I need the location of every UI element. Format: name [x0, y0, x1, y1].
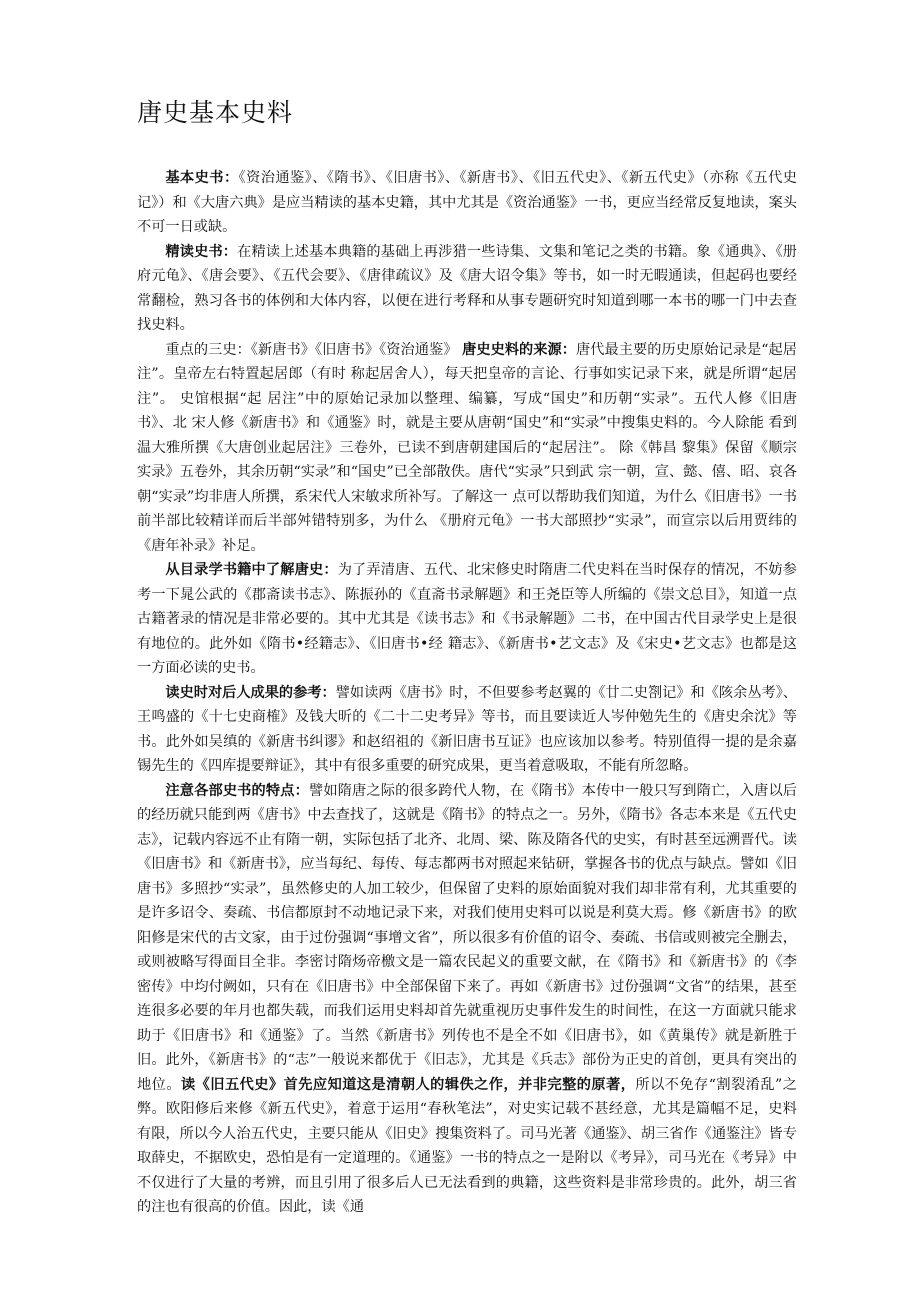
- paragraph-bibliography: [137, 558, 797, 681]
- paragraph-text: 唐代最主要的历史原始记录是“起居注”。皇帝左右特置起居郎（有时 称起居舍人），每天把皇帝的言论、行事如实记录下来，就是所谓“起居注”。 史馆根据“起 居注”中的原始记录加以整理、编纂，写成“国史”和历朝“实录”。五代人修《旧唐书》、北 宋人修《新唐书》和《通鉴》时，就是主要从唐朝“国史”和“实录”中搜集史料的。今人除能 看到温大雅所撰《大唐创业起居注》三卷外，已读不到唐朝建国后的“起居注”。 除《韩昌 黎集》保留《顺宗实录》五卷外，其余历朝“实录”和“国史”已全部散佚。唐代“实录”只到武 宗一朝，宣、懿、僖、昭、哀各朝“实录”均非唐人所撰，系宋代人宋敏求所补写。了解这一 点可以帮助我们知道，为什么《旧唐书》一书前半部比较精详而后半部舛错特别多，为什么 《册府元龟》一书大部照抄“实录”，而宣宗以后用贾纬的《唐年补录》补足。: [137, 341, 797, 554]
- paragraph-features: [137, 779, 797, 1220]
- document-body: [137, 166, 797, 1220]
- paragraph-heading: 唐史史料的来源：: [462, 341, 577, 358]
- page-title: 唐史基本史料: [137, 98, 294, 127]
- paragraph-heading: 精读史书：: [165, 243, 238, 260]
- paragraph-bold-tail: 读《旧五代史》首先应知道这是清朝人的辑佚之作，并非完整的原著，: [180, 1076, 636, 1093]
- paragraph-text: 譬如读两《唐书》时，不但要参考赵翼的《廿二史劄记》和《陔余丛考》、王鸣盛的《十七史商榷》及钱大昕的《二十二史考异》等书，而且要读近人岑仲勉先生的《唐史余沈》等书。此外如吴缜的《新唐书纠谬》和赵绍祖的《新旧唐书互证》也应该加以参考。特别值得一提的是余嘉锡先生的《四库提要辩证》，其中有很多重要的研究成果，更当着意吸取，不能有所忽略。: [137, 684, 797, 774]
- paragraph-basic-histories: [137, 166, 797, 240]
- paragraph-text: 在精读上述基本典籍的基础上再涉猎一些诗集、文集和笔记之类的书籍。象《通典》、《册府元龟》、《唐会要》、《五代会要》、《唐律疏议》及《唐大诏令集》等书，如一时无暇通读，但起码也要经常翻检，熟习各书的体例和大体内容，以便在进行考释和从事专题研究时知道到哪一本书的哪一门中去查找史料。: [137, 243, 797, 333]
- paragraph-heading: 读史时对后人成果的参考：: [165, 684, 336, 701]
- paragraph-sources: [137, 338, 797, 559]
- paragraph-text: 譬如隋唐之际的很多跨代人物，在《隋书》本传中一般只写到隋亡，入唐以后的经历就只能到两《唐书》中去查找了，这就是《隋书》的特点之一。另外，《隋书》各志本来是《五代史志》，记载内容远不止有隋一朝，实际包括了北齐、北周、梁、陈及隋各代的史实，有时甚至远溯晋代。读《旧唐书》和《新唐书》，应当每纪、每传、每志都两书对照起来钻研，掌握各书的优点与缺点。譬如《旧唐书》多照抄“实录”，虽然修史的人加工较少，但保留了史料的原始面貌对我们却非常有利，尤其重要的是许多诏令、奏疏、书信都原封不动地记录下来，对我们使用史料可以说是利莫大焉。修《新唐书》的欧阳修是宋代的古文家，由于过份强调“事增文省”，所以很多有价值的诏令、奏疏、书信或则被完全删去，或则被略写得面目全非。李密讨隋炀帝檄文是一篇农民起义的重要文献，在《隋书》和《新唐书》的《李密传》中均付阙如，只有在《旧唐书》中全部保留下来了。再如《新唐书》过份强调“文省”的结果，甚至连很多必要的年月也都失载，而我们运用史料却首先就重视历史事件发生的时间性，在这一方面就只能求助于《旧唐书》和《通鉴》了。当然《新唐书》列传也不是全不如《旧唐书》，如《黄巢传》就是新胜于旧。此外，《新唐书》的“志”一般说来都优于《旧志》，尤其是《兵志》部份为正史的首创，更具有突出的地位。: [137, 782, 797, 1093]
- paragraph-text: 为了弄清唐、五代、北宋修史时隋唐二代史料在当时保存的情况，不妨参考一下晁公武的《郡斋读书志》、陈振孙的《直斋书录解题》和王尧臣等人所编的《崇文总目》，知道一点古籍著录的情况是非常必要的。其中尤其是《读书志》和《书录解题》二书，在中国古代目录学史上是很有地位的。此外如《隋书•经籍志》、《旧唐书•经 籍志》、《新唐书•艺文志》及《宋史•艺文志》也都是这一方面必读的史书。: [137, 562, 797, 676]
- paragraph-heading: 基本史书：: [165, 170, 239, 186]
- paragraph-later-scholarship: [137, 681, 797, 779]
- paragraph-intensive-reading: [137, 240, 797, 338]
- paragraph-lead: 重点的三史：《新唐书》《旧唐书》《资治通鉴》: [165, 341, 458, 358]
- paragraph-heading: 注意各部史书的特点：: [165, 782, 309, 799]
- paragraph-tail: 所以不免存“割裂淆乱”之弊。欧阳修后来修《新五代史》，着意于运用“春秋笔法”，对史实记载不甚经意，尤其是篇幅不足，史料有限，所以今人治五代史，主要只能从《旧史》搜集资料了。司马光著《通鉴》、胡三省作《通鉴注》皆专取薛史，不据欧史，恐怕是有一定道理的。《通鉴》一书的特点之一是附以《考异》，司马光在《考异》中不仅进行了大量的考辨，而且引用了很多后人已无法看到的典籍，这些资料是非常珍贵的。此外，胡三省的注也有很高的价值。因此，读《通: [137, 1076, 797, 1215]
- paragraph-heading: 从目录学书籍中了解唐史：: [165, 562, 338, 578]
- paragraph-text: 《资治通鉴》、《隋书》、《旧唐书》、《新唐书》、《旧五代史》、《新五代史》（亦称《五代史记》）和《大唐六典》是应当精读的基本史籍，其中尤其是《资治通鉴》一书，更应当经常反复地读，案头不可一日或缺。: [137, 170, 797, 235]
